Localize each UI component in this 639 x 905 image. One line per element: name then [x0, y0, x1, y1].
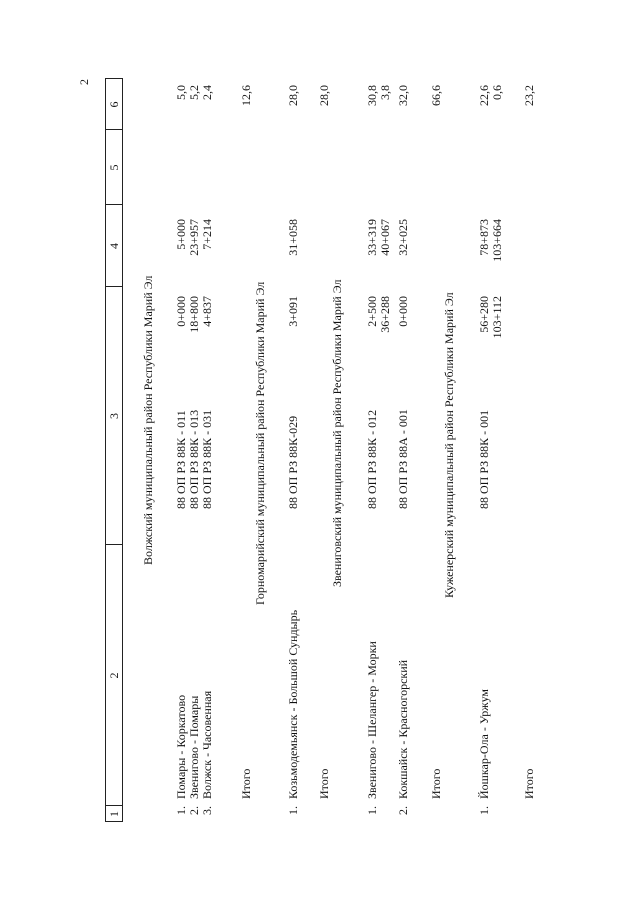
total-label: Итого [239, 768, 253, 799]
length-km: 5,0 [174, 85, 188, 100]
start-km: 36+288 [378, 296, 392, 333]
row-number: 2. [396, 806, 410, 815]
length-km: 2,4 [200, 85, 214, 100]
road-code: 88 ОП РЗ 88К - 013 [187, 409, 201, 509]
end-km: 5+000 [174, 219, 188, 250]
total-label: Итого [429, 768, 443, 799]
section-title: Горномарийский муниципальный район Республики Марий Эл [253, 281, 267, 605]
column-header-1: 1 [107, 811, 121, 817]
start-km: 0+000 [174, 296, 188, 327]
road-name: Звенигово - Помары [187, 695, 201, 799]
road-code: 88 ОП РЗ 88К - 001 [477, 409, 491, 509]
start-km: 2+500 [365, 296, 379, 327]
road-name: Звенигово - Шелангер - Морки [365, 641, 379, 799]
road-name: Козьмодемьянск - Большой Сундырь [286, 609, 300, 799]
total-value: 23,2 [522, 85, 536, 106]
road-code: 88 ОП РЗ 88А - 001 [396, 409, 410, 509]
header-bottom-rule [122, 79, 123, 822]
end-km: 7+214 [200, 219, 214, 250]
row-number: 3. [200, 806, 214, 815]
length-km: 30,8 [365, 85, 379, 106]
end-km: 40+067 [378, 219, 392, 256]
end-km: 32+025 [396, 219, 410, 256]
column-header-2: 2 [107, 672, 121, 679]
end-km: 23+957 [187, 219, 201, 256]
row-number: 1. [365, 806, 379, 815]
road-name: Волжск - Часовенная [200, 690, 214, 799]
start-km: 0+000 [396, 296, 410, 327]
length-km: 3,8 [378, 85, 392, 100]
header-top-rule [105, 79, 106, 822]
section-title: Куженерский муниципальный район Республики Марий Эл [442, 292, 456, 598]
total-value: 28,0 [317, 85, 331, 106]
start-km: 4+837 [200, 296, 214, 327]
start-km: 103+112 [490, 296, 504, 339]
road-code: 88 ОП РЗ 88К - 011 [174, 410, 188, 509]
length-km: 5,2 [187, 85, 201, 100]
end-km: 33+319 [365, 219, 379, 256]
total-value: 12,6 [239, 85, 253, 106]
column-header-4: 4 [107, 243, 121, 249]
road-code: 88 ОП РЗ 88К - 031 [200, 409, 214, 509]
end-km: 103+664 [490, 219, 504, 262]
row-number: 1. [477, 806, 491, 815]
total-label: Итого [317, 768, 331, 799]
column-header-3: 3 [107, 413, 121, 419]
road-code: 88 ОП РЗ 88К - 012 [365, 409, 379, 509]
length-km: 28,0 [286, 85, 300, 106]
start-km: 3+091 [286, 296, 300, 327]
page-number: 2 [77, 79, 91, 85]
road-code: 88 ОП РЗ 88К-029 [286, 415, 300, 509]
row-number: 2. [187, 806, 201, 815]
length-km: 0,6 [490, 85, 504, 100]
row-number: 1. [174, 806, 188, 815]
length-km: 32,0 [396, 85, 410, 106]
total-value: 66,6 [429, 85, 443, 106]
start-km: 18+800 [187, 296, 201, 333]
column-header-6: 6 [107, 101, 121, 108]
road-name: Помары - Коркатово [174, 694, 188, 799]
total-label: Итого [522, 768, 536, 799]
end-km: 78+873 [477, 219, 491, 256]
column-header-5: 5 [107, 164, 121, 171]
end-km: 31+058 [286, 219, 300, 256]
length-km: 22,6 [477, 85, 491, 106]
road-name: Кокшайск - Красногорский [396, 659, 410, 799]
section-title: Звениговский муниципальный район Республики Марий Эл [330, 279, 344, 587]
row-number: 1. [286, 806, 300, 815]
section-title: Волжский муниципальный район Республики Марий Эл [141, 275, 155, 565]
road-name: Йошкар-Ола - Уржум [477, 688, 491, 799]
start-km: 56+280 [477, 296, 491, 333]
